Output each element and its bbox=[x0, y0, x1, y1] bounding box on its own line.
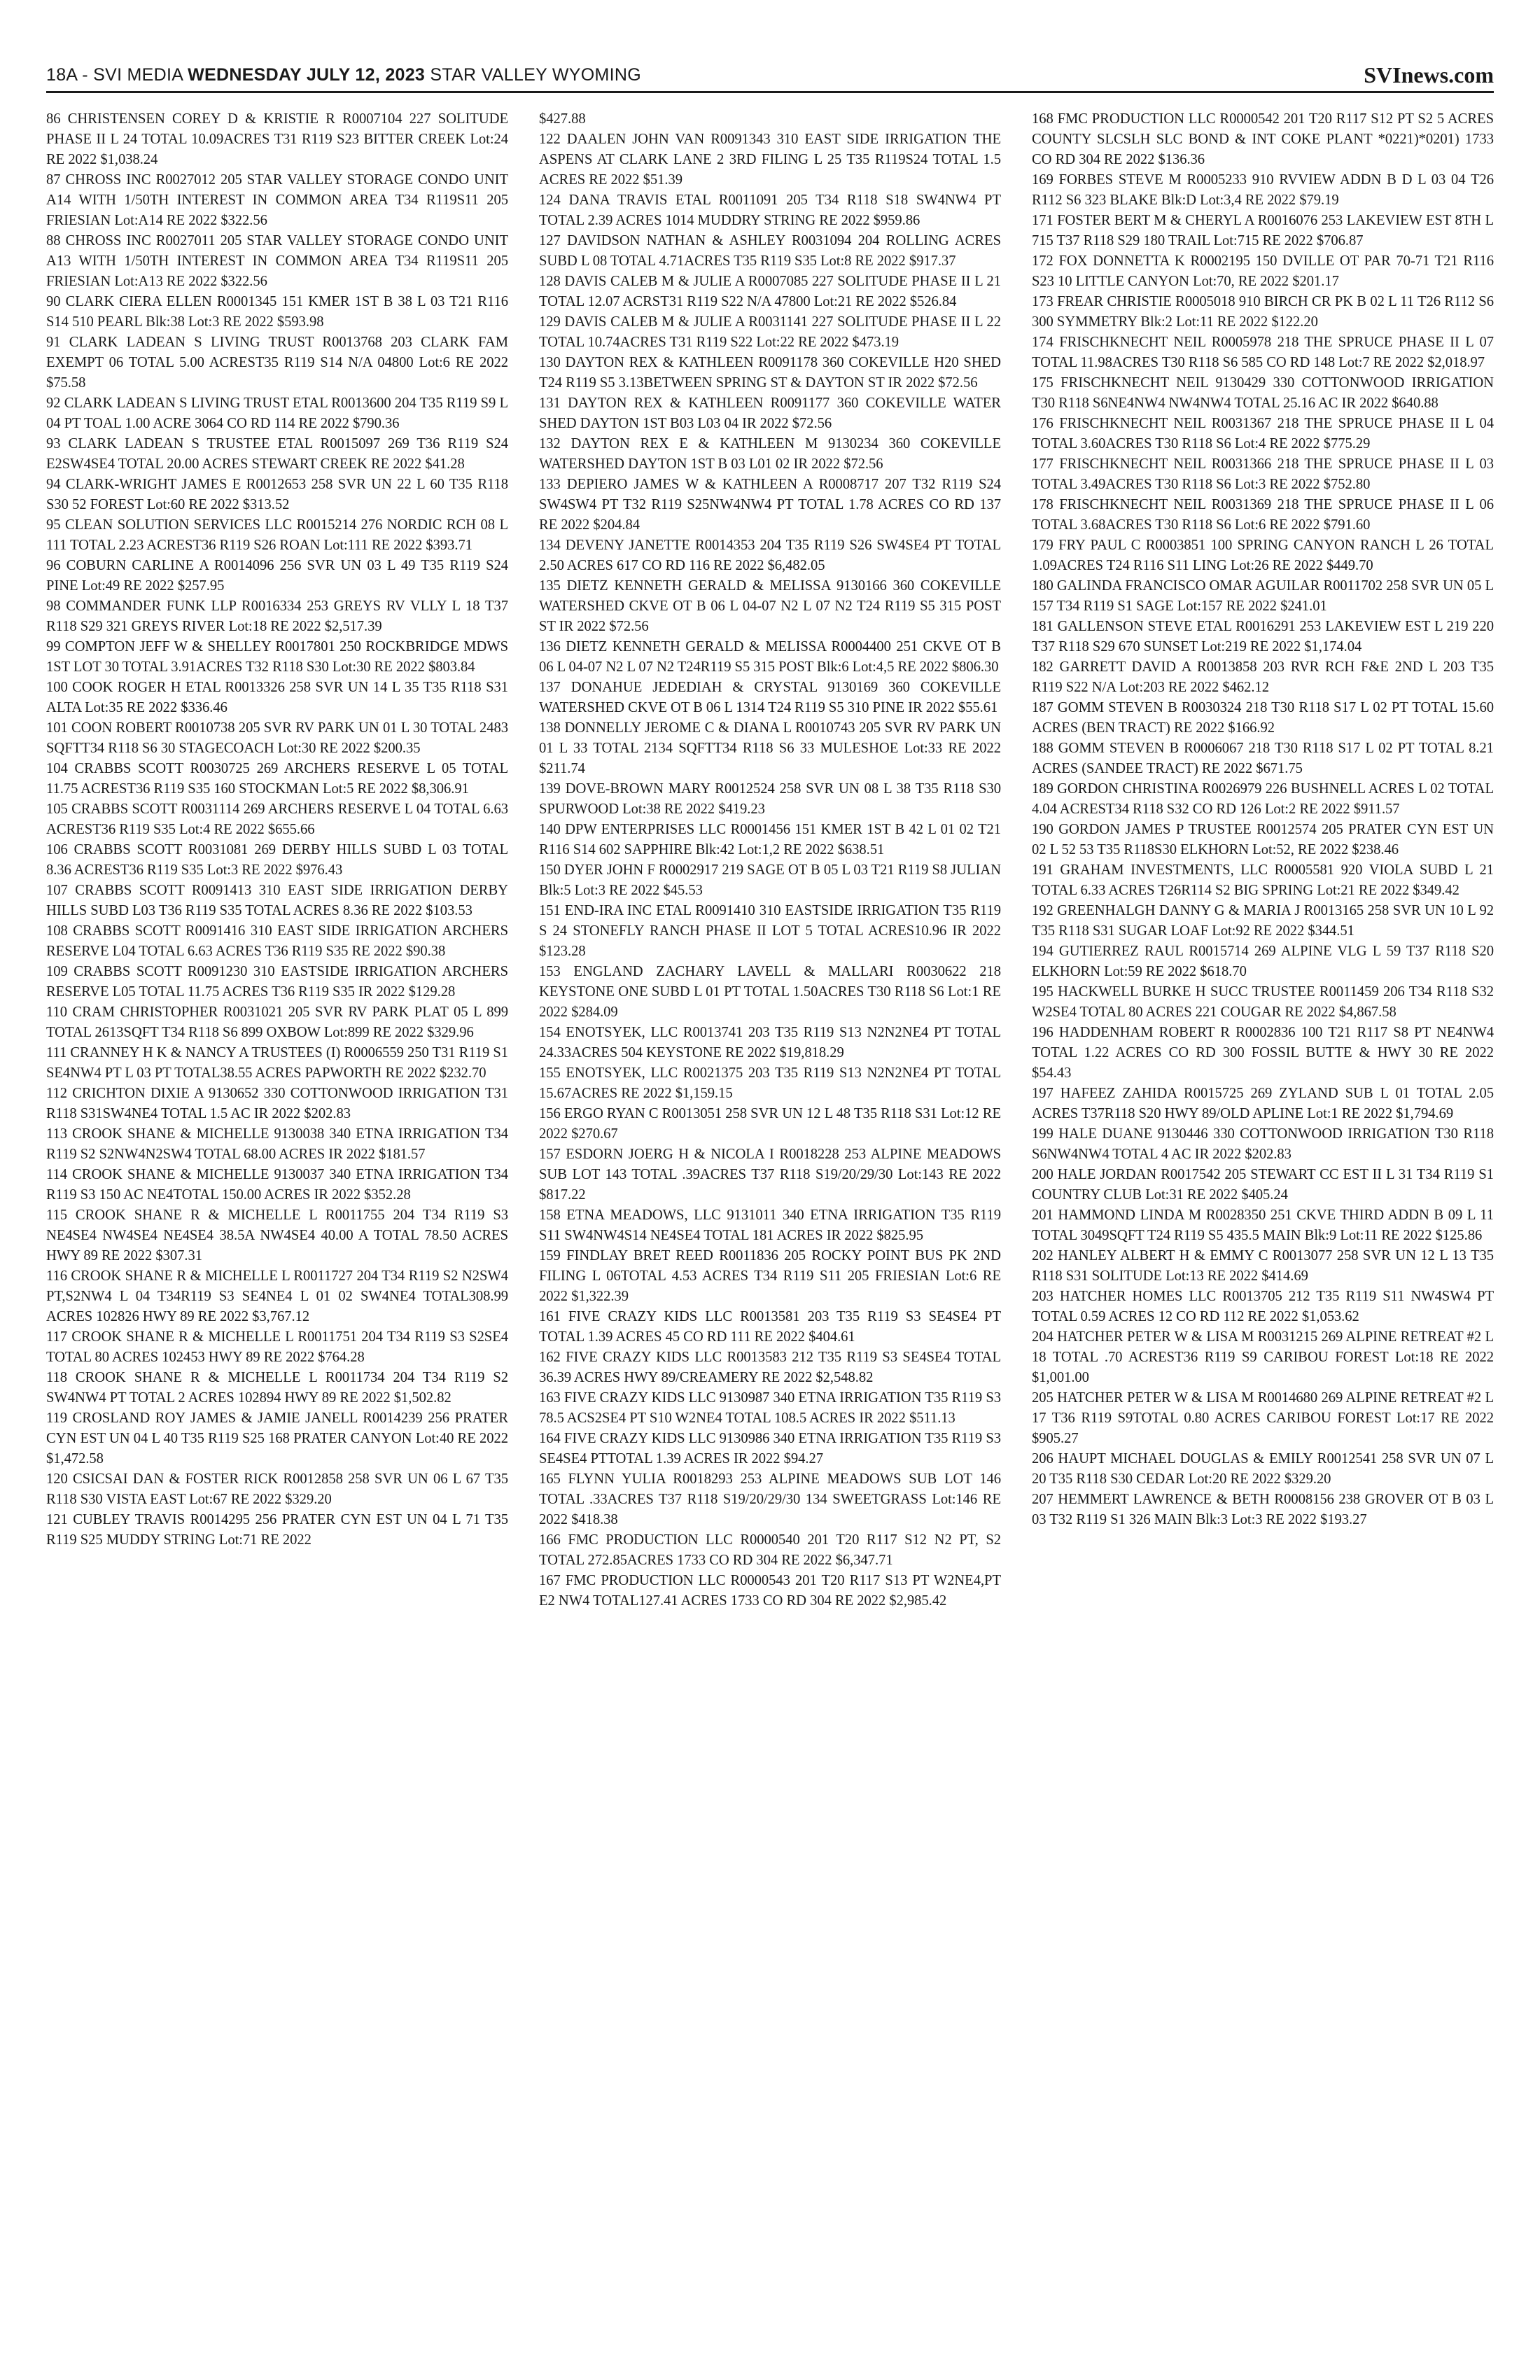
tax-list-entry: 167 FMC PRODUCTION LLC R0000543 201 T20 R117 S13 PT W2NE4,PT E2 NW4 TOTAL127.41 ACRES 1733 CO RD 304 RE 2022 $2,985.42 bbox=[539, 1573, 1001, 1609]
tax-list-entry: 139 DOVE-BROWN MARY R0012524 258 SVR UN 08 L 38 T35 R118 S30 SPURWOOD Lot:38 RE 2022 $419.23 bbox=[539, 781, 1001, 817]
tax-list-entry: 140 DPW ENTERPRISES LLC R0001456 151 KMER 1ST B 42 L 01 02 T21 R116 S14 602 SAPPHIRE Blk:42 Lot:1,2 RE 2022 $638.51 bbox=[539, 822, 1001, 858]
tax-list-entry: 134 DEVENY JANETTE R0014353 204 T35 R119 S26 SW4SE4 PT TOTAL 2.50 ACRES 617 CO RD 116 RE 2022 $6,482.05 bbox=[539, 538, 1001, 573]
tax-list-entry: 171 FOSTER BERT M & CHERYL A R0016076 253 LAKEVIEW EST 8TH L 715 T37 R118 S29 180 TRAIL Lot:715 RE 2022 $706.87 bbox=[1032, 213, 1494, 248]
tax-list-entry: 120 CSICSAI DAN & FOSTER RICK R0012858 258 SVR UN 06 L 67 T35 R118 S30 VISTA EAST Lot:67 RE 2022 $329.20 bbox=[46, 1471, 508, 1507]
tax-list-entry: 124 DANA TRAVIS ETAL R0011091 205 T34 R118 S18 SW4NW4 PT TOTAL 2.39 ACRES 1014 MUDDRY STRING RE 2022 $959.86 bbox=[539, 192, 1001, 228]
tax-list-entry: 201 HAMMOND LINDA M R0028350 251 CKVE THIRD ADDN B 09 L 11 TOTAL 3049SQFT T24 R119 S5 435.5 MAIN Blk:9 Lot:11 RE 2022 $125.86 bbox=[1032, 1208, 1494, 1243]
tax-list-entry: 90 CLARK CIERA ELLEN R0001345 151 KMER 1ST B 38 L 03 T21 R116 S14 510 PEARL Blk:38 Lot:3 RE 2022 $593.98 bbox=[46, 294, 508, 330]
tax-list-entry: 175 FRISCHKNECHT NEIL 9130429 330 COTTONWOOD IRRIGATION T30 R118 S6NE4NW4 NW4NW4 TOTAL 25.16 AC IR 2022 $640.88 bbox=[1032, 375, 1494, 411]
tax-list-entry: 196 HADDENHAM ROBERT R R0002836 100 T21 R117 S8 PT NE4NW4 TOTAL 1.22 ACRES CO RD 300 FOSSIL BUTTE & HWY 30 RE 2022 $54.43 bbox=[1032, 1025, 1494, 1081]
tax-list-entry: 173 FREAR CHRISTIE R0005018 910 BIRCH CR PK B 02 L 11 T26 R112 S6 300 SYMMETRY Blk:2 Lot:11 RE 2022 $122.20 bbox=[1032, 294, 1494, 330]
tax-list-entry: 204 HATCHER PETER W & LISA M R0031215 269 ALPINE RETREAT #2 L 18 TOTAL .70 ACREST36 R119 S9 CARIBOU FOREST Lot:18 RE 2022 $1,001.00 bbox=[1032, 1329, 1494, 1385]
site-name[interactable]: SVInews.com bbox=[1364, 62, 1494, 88]
tax-list-entry: 194 GUTIERREZ RAUL R0015714 269 ALPINE VLG L 59 T37 R118 S20 ELKHORN Lot:59 RE 2022 $618.70 bbox=[1032, 944, 1494, 979]
page-section: 18A - SVI MEDIA bbox=[46, 65, 183, 85]
tax-list-entry: 104 CRABBS SCOTT R0030725 269 ARCHERS RESERVE L 05 TOTAL 11.75 ACREST36 R119 S35 160 STOCKMAN Lot:5 RE 2022 $8,306.91 bbox=[46, 761, 508, 797]
tax-list-entry: 135 DIETZ KENNETH GERALD & MELISSA 9130166 360 COKEVILLE WATERSHED CKVE OT B 06 L 04-07 N2 L 07 N2 T24 R119 S5 315 POST ST IR 2022 $72.56 bbox=[539, 578, 1001, 634]
tax-list-entry: 190 GORDON JAMES P TRUSTEE R0012574 205 PRATER CYN EST UN 02 L 52 53 T35 R118S30 ELKHORN Lot:52, RE 2022 $238.46 bbox=[1032, 822, 1494, 858]
tax-list-entry: 130 DAYTON REX & KATHLEEN R0091178 360 COKEVILLE H20 SHED T24 R119 S5 3.13BETWEEN SPRING ST & DAYTON ST IR 2022 $72.56 bbox=[539, 355, 1001, 391]
tax-list-entry: 206 HAUPT MICHAEL DOUGLAS & EMILY R0012541 258 SVR UN 07 L 20 T35 R118 S30 CEDAR Lot:20 RE 2022 $329.20 bbox=[1032, 1451, 1494, 1487]
tax-list-entry: 109 CRABBS SCOTT R0091230 310 EASTSIDE IRRIGATION ARCHERS RESERVE L05 TOTAL 11.75 ACRES T36 R119 S35 IR 2022 $129.28 bbox=[46, 964, 508, 1000]
tax-list-entry: 166 FMC PRODUCTION LLC R0000540 201 T20 R117 S12 N2 PT, S2 TOTAL 272.85ACRES 1733 CO RD 304 RE 2022 $6,347.71 bbox=[539, 1532, 1001, 1568]
tax-list-entry: 111 CRANNEY H K & NANCY A TRUSTEES (I) R0006559 250 T31 R119 S1 SE4NW4 PT L 03 PT TOTAL38.55 ACRES PAPWORTH RE 2022 $232.70 bbox=[46, 1045, 508, 1081]
tax-list-entry: 116 CROOK SHANE R & MICHELLE L R0011727 204 T34 R119 S2 N2SW4 PT,S2NW4 L 04 T34R119 S3 SE4NE4 L 01 02 SW4NE4 TOTAL308.99 ACRES 102826 HWY 89 RE 2022 $3,767.12 bbox=[46, 1268, 508, 1324]
tax-list-entry: 99 COMPTON JEFF W & SHELLEY R0017801 250 ROCKBRIDGE MDWS 1ST LOT 30 TOTAL 3.91ACRES T32 R118 S30 Lot:30 RE 2022 $803.84 bbox=[46, 639, 508, 675]
tax-list-entry: 176 FRISCHKNECHT NEIL R0031367 218 THE SPRUCE PHASE II L 04 TOTAL 3.60ACRES T30 R118 S6 Lot:4 RE 2022 $775.29 bbox=[1032, 416, 1494, 451]
tax-list-entry: 93 CLARK LADEAN S TRUSTEE ETAL R0015097 269 T36 R119 S24 E2SW4SE4 TOTAL 20.00 ACRES STEWART CREEK RE 2022 $41.28 bbox=[46, 436, 508, 472]
tax-list-entry: 169 FORBES STEVE M R0005233 910 RVVIEW ADDN B D L 03 04 T26 R112 S6 323 BLAKE Blk:D Lot:3,4 RE 2022 $79.19 bbox=[1032, 172, 1494, 208]
tax-list-entry: 197 HAFEEZ ZAHIDA R0015725 269 ZYLAND SUB L 01 TOTAL 2.05 ACRES T37R118 S20 HWY 89/OLD APLINE Lot:1 RE 2022 $1,794.69 bbox=[1032, 1086, 1494, 1121]
tax-list-entry: 155 ENOTSYEK, LLC R0021375 203 T35 R119 S13 N2N2NE4 PT TOTAL 15.67ACRES RE 2022 $1,159.15 bbox=[539, 1065, 1001, 1101]
tax-list-entry: 100 COOK ROGER H ETAL R0013326 258 SVR UN 14 L 35 T35 R118 S31 ALTA Lot:35 RE 2022 $336.46 bbox=[46, 680, 508, 715]
tax-list-entry: 150 DYER JOHN F R0002917 219 SAGE OT B 05 L 03 T21 R119 S8 JULIAN Blk:5 Lot:3 RE 2022 $45.53 bbox=[539, 862, 1001, 898]
tax-list-entry: 156 ERGO RYAN C R0013051 258 SVR UN 12 L 48 T35 R118 S31 Lot:12 RE 2022 $270.67 bbox=[539, 1106, 1001, 1142]
tax-list-entry: 164 FIVE CRAZY KIDS LLC 9130986 340 ETNA IRRIGATION T35 R119 S3 SE4SE4 PTTOTAL 1.39 ACRES IR 2022 $94.27 bbox=[539, 1431, 1001, 1466]
tax-list-entry: 119 CROSLAND ROY JAMES & JAMIE JANELL R0014239 256 PRATER CYN EST UN 04 L 40 T35 R119 S25 168 PRATER CANYON Lot:40 RE 2022 $1,472.58 bbox=[46, 1410, 508, 1466]
tax-list-entry: 95 CLEAN SOLUTION SERVICES LLC R0015214 276 NORDIC RCH 08 L 111 TOTAL 2.23 ACREST36 R119 S26 ROAN Lot:111 RE 2022 $393.71 bbox=[46, 517, 508, 553]
tax-list-entry: 161 FIVE CRAZY KIDS LLC R0013581 203 T35 R119 S3 SE4SE4 PT TOTAL 1.39 ACRES 45 CO RD 111 RE 2022 $404.61 bbox=[539, 1309, 1001, 1345]
tax-list-entry: 107 CRABBS SCOTT R0091413 310 EAST SIDE IRRIGATION DERBY HILLS SUBD L03 T36 R119 S35 TOTAL ACRES 8.36 RE 2022 $103.53 bbox=[46, 883, 508, 918]
tax-list-entry: 118 CROOK SHANE R & MICHELLE L R0011734 204 T34 R119 S2 SW4NW4 PT TOTAL 2 ACRES 102894 HWY 89 RE 2022 $1,502.82 bbox=[46, 1370, 508, 1406]
tax-list-entry: 86 CHRISTENSEN COREY D & KRISTIE R R0007104 227 SOLITUDE PHASE II L 24 TOTAL 10.09ACRES T31 R119 S23 BITTER CREEK Lot:24 RE 2022 $1,038.24 bbox=[46, 111, 508, 167]
tax-list-entry: 182 GARRETT DAVID A R0013858 203 RVR RCH F&E 2ND L 203 T35 R119 S22 N/A Lot:203 RE 2022 $462.12 bbox=[1032, 659, 1494, 695]
tax-list-entry: 187 GOMM STEVEN B R0030324 218 T30 R118 S17 L 02 PT TOTAL 15.60 ACRES (BEN TRACT) RE 2022 $166.92 bbox=[1032, 700, 1494, 736]
tax-list-entry: 92 CLARK LADEAN S LIVING TRUST ETAL R0013600 204 T35 R119 S9 L 04 PT TOAL 1.00 ACRE 3064 CO RD 114 RE 2022 $790.36 bbox=[46, 396, 508, 431]
tax-list-entry: 94 CLARK-WRIGHT JAMES E R0012653 258 SVR UN 22 L 60 T35 R118 S30 52 FOREST Lot:60 RE 2022 $313.52 bbox=[46, 477, 508, 512]
tax-list-entry: 172 FOX DONNETTA K R0002195 150 DVILLE OT PAR 70-71 T21 R116 S23 10 LITTLE CANYON Lot:70, RE 2022 $201.17 bbox=[1032, 253, 1494, 289]
tax-list-entry: 188 GOMM STEVEN B R0006067 218 T30 R118 S17 L 02 PT TOTAL 8.21 ACRES (SANDEE TRACT) RE 2022 $671.75 bbox=[1032, 741, 1494, 776]
tax-list-entry: 174 FRISCHKNECHT NEIL R0005978 218 THE SPRUCE PHASE II L 07 TOTAL 11.98ACRES T30 R118 S6 585 CO RD 148 Lot:7 RE 2022 $2,018.97 bbox=[1032, 335, 1494, 370]
tax-list-entry: 113 CROOK SHANE & MICHELLE 9130038 340 ETNA IRRIGATION T34 R119 S2 S2NW4N2SW4 TOTAL 68.00 ACRES IR 2022 $181.57 bbox=[46, 1126, 508, 1162]
tax-list-entry: 105 CRABBS SCOTT R0031114 269 ARCHERS RESERVE L 04 TOTAL 6.63 ACREST36 R119 S35 Lot:4 RE 2022 $655.66 bbox=[46, 802, 508, 837]
tax-list-entry: 131 DAYTON REX & KATHLEEN R0091177 360 COKEVILLE WATER SHED DAYTON 1ST B03 L03 04 IR 2022 $72.56 bbox=[539, 396, 1001, 431]
tax-list-entry: 158 ETNA MEADOWS, LLC 9131011 340 ETNA IRRIGATION T35 R119 S11 SW4NW4S14 NE4SE4 TOTAL 181 ACRES IR 2022 $825.95 bbox=[539, 1208, 1001, 1243]
publication-location: STAR VALLEY WYOMING bbox=[430, 65, 641, 85]
tax-list-entry: 203 HATCHER HOMES LLC R0013705 212 T35 R119 S11 NW4SW4 PT TOTAL 0.59 ACRES 12 CO RD 112 RE 2022 $1,053.62 bbox=[1032, 1289, 1494, 1324]
tax-list-entry: 137 DONAHUE JEDEDIAH & CRYSTAL 9130169 360 COKEVILLE WATERSHED CKVE OT B 06 L 1314 T24 R119 S5 310 PINE IR 2022 $55.61 bbox=[539, 680, 1001, 715]
tax-list-entry: 181 GALLENSON STEVE ETAL R0016291 253 LAKEVIEW EST L 219 220 T37 R118 S29 670 SUNSET Lot:219 RE 2022 $1,174.04 bbox=[1032, 619, 1494, 654]
tax-list-entry: 179 FRY PAUL C R0003851 100 SPRING CANYON RANCH L 26 TOTAL 1.09ACRES T24 R116 S11 LING Lot:26 RE 2022 $449.70 bbox=[1032, 538, 1494, 573]
tax-list-entry: 177 FRISCHKNECHT NEIL R0031366 218 THE SPRUCE PHASE II L 03 TOTAL 3.49ACRES T30 R118 S6 Lot:3 RE 2022 $752.80 bbox=[1032, 456, 1494, 492]
tax-list-entry: 96 COBURN CARLINE A R0014096 256 SVR UN 03 L 49 T35 R119 S24 PINE Lot:49 RE 2022 $257.95 bbox=[46, 558, 508, 594]
tax-list-entry: 153 ENGLAND ZACHARY LAVELL & MALLARI R0030622 218 KEYSTONE ONE SUBD L 01 PT TOTAL 1.50ACRES T30 R118 S6 Lot:1 RE 2022 $284.09 bbox=[539, 964, 1001, 1020]
tax-list-entry: 157 ESDORN JOERG H & NICOLA I R0018228 253 ALPINE MEADOWS SUB LOT 143 TOTAL .39ACRES T37 R118 S19/20/29/30 Lot:143 RE 2022 $817.22 bbox=[539, 1147, 1001, 1203]
tax-list-entry: 91 CLARK LADEAN S LIVING TRUST R0013768 203 CLARK FAM EXEMPT 06 TOTAL 5.00 ACREST35 R119 S14 N/A 04800 Lot:6 RE 2022 $75.58 bbox=[46, 335, 508, 391]
tax-list-entry: 165 FLYNN YULIA R0018293 253 ALPINE MEADOWS SUB LOT 146 TOTAL .33ACRES T37 R118 S19/20/29/30 134 SWEETGRASS Lot:146 RE 2022 $418.38 bbox=[539, 1471, 1001, 1527]
tax-list-entry: 162 FIVE CRAZY KIDS LLC R0013583 212 T35 R119 S3 SE4SE4 TOTAL 36.39 ACRES HWY 89/CREAMERY RE 2022 $2,548.82 bbox=[539, 1350, 1001, 1385]
tax-list-entry: 110 CRAM CHRISTOPHER R0031021 205 SVR RV PARK PLAT 05 L 899 TOTAL 2613SQFT T34 R118 S6 899 OXBOW Lot:899 RE 2022 $329.96 bbox=[46, 1004, 508, 1040]
tax-list-entry: 115 CROOK SHANE R & MICHELLE L R0011755 204 T34 R119 S3 NE4SE4 NW4SE4 NE4SE4 38.5A NW4SE4 40.00 A TOTAL 78.50 ACRES HWY 89 RE 2022 $307.31 bbox=[46, 1208, 508, 1264]
column-2 bbox=[539, 109, 1001, 2335]
tax-list-entry: 127 DAVIDSON NATHAN & ASHLEY R0031094 204 ROLLING ACRES SUBD L 08 TOTAL 4.71ACRES T35 R119 S35 Lot:8 RE 2022 $917.37 bbox=[539, 233, 1001, 269]
tax-list-entry: 98 COMMANDER FUNK LLP R0016334 253 GREYS RV VLLY L 18 T37 R118 S29 321 GREYS RIVER Lot:18 RE 2022 $2,517.39 bbox=[46, 598, 508, 634]
tax-list-entry: 163 FIVE CRAZY KIDS LLC 9130987 340 ETNA IRRIGATION T35 R119 S3 78.5 ACS2SE4 PT S10 W2NE4 TOTAL 108.5 ACRES IR 2022 $511.13 bbox=[539, 1390, 1001, 1426]
tax-list-entry: 112 CRICHTON DIXIE A 9130652 330 COTTONWOOD IRRIGATION T31 R118 S31SW4NE4 TOTAL 1.5 AC IR 2022 $202.83 bbox=[46, 1086, 508, 1121]
column-3 bbox=[1032, 109, 1494, 2335]
tax-list-entry: 151 END-IRA INC ETAL R0091410 310 EASTSIDE IRRIGATION T35 R119 S 24 STONEFLY RANCH PHASE II LOT 5 TOTAL ACRES10.96 IR 2022 $123.28 bbox=[539, 903, 1001, 959]
tax-list-entry: 114 CROOK SHANE & MICHELLE 9130037 340 ETNA IRRIGATION T34 R119 S3 150 AC NE4TOTAL 150.00 ACRES IR 2022 $352.28 bbox=[46, 1167, 508, 1203]
tax-list-entry: 87 CHROSS INC R0027012 205 STAR VALLEY STORAGE CONDO UNIT A14 WITH 1/50TH INTEREST IN COMMON AREA T34 R119S11 205 FRIESIAN Lot:A14 RE 2022 $322.56 bbox=[46, 172, 508, 228]
header-info bbox=[46, 65, 641, 91]
tax-list-entry: 106 CRABBS SCOTT R0031081 269 DERBY HILLS SUBD L 03 TOTAL 8.36 ACREST36 R119 S35 Lot:3 RE 2022 $976.43 bbox=[46, 842, 508, 878]
tax-list-entry: 88 CHROSS INC R0027011 205 STAR VALLEY STORAGE CONDO UNIT A13 WITH 1/50TH INTEREST IN COMMON AREA T34 R119S11 205 FRIESIAN Lot:A13 RE 2022 $322.56 bbox=[46, 233, 508, 289]
tax-list-entry: 205 HATCHER PETER W & LISA M R0014680 269 ALPINE RETREAT #2 L 17 T36 R119 S9TOTAL 0.80 ACRES CARIBOU FOREST Lot:17 RE 2022 $905.27 bbox=[1032, 1390, 1494, 1446]
tax-list-entry: 207 HEMMERT LAWRENCE & BETH R0008156 238 GROVER OT B 03 L 03 T32 R119 S1 326 MAIN Blk:3 Lot:3 RE 2022 $193.27 bbox=[1032, 1492, 1494, 1527]
tax-list-entry: 202 HANLEY ALBERT H & EMMY C R0013077 258 SVR UN 12 L 13 T35 R118 S31 SOLITUDE Lot:13 RE 2022 $414.69 bbox=[1032, 1248, 1494, 1284]
tax-list-entry: 168 FMC PRODUCTION LLC R0000542 201 T20 R117 S12 PT S2 5 ACRES COUNTY SLCSLH SLC BOND & INT COKE PLANT *0221)*0201) 1733 CO RD 304 RE 2022 $136.36 bbox=[1032, 111, 1494, 167]
tax-list-entry: 101 COON ROBERT R0010738 205 SVR RV PARK UN 01 L 30 TOTAL 2483 SQFTT34 R118 S6 30 STAGECOACH Lot:30 RE 2022 $200.35 bbox=[46, 720, 508, 756]
tax-list-entry: 138 DONNELLY JEROME C & DIANA L R0010743 205 SVR RV PARK UN 01 L 33 TOTAL 2134 SQFTT34 R118 S6 33 MULESHOE Lot:33 RE 2022 $211.74 bbox=[539, 720, 1001, 776]
tax-list-entry: 154 ENOTSYEK, LLC R0013741 203 T35 R119 S13 N2N2NE4 PT TOTAL 24.33ACRES 504 KEYSTONE RE 2022 $19,818.29 bbox=[539, 1025, 1001, 1060]
tax-list-entry: 121 CUBLEY TRAVIS R0014295 256 PRATER CYN EST UN 04 L 71 T35 R119 S25 MUDDY STRING Lot:71 RE 2022 bbox=[46, 1512, 508, 1548]
page-header bbox=[46, 62, 1494, 93]
tax-list-entry: 117 CROOK SHANE R & MICHELLE L R0011751 204 T34 R119 S3 S2SE4 TOTAL 80 ACRES 102453 HWY 89 RE 2022 $764.28 bbox=[46, 1329, 508, 1365]
tax-list-entry: 178 FRISCHKNECHT NEIL R0031369 218 THE SPRUCE PHASE II L 06 TOTAL 3.68ACRES T30 R118 S6 Lot:6 RE 2022 $791.60 bbox=[1032, 497, 1494, 533]
tax-list-entry: 159 FINDLAY BRET REED R0011836 205 ROCKY POINT BUS PK 2ND FILING L 06TOTAL 4.53 ACRES T34 R119 S11 205 FRIESIAN Lot:6 RE 2022 $1,322.39 bbox=[539, 1248, 1001, 1304]
tax-list-entry: 200 HALE JORDAN R0017542 205 STEWART CC EST II L 31 T34 R119 S1 COUNTRY CLUB Lot:31 RE 2022 $405.24 bbox=[1032, 1167, 1494, 1203]
tax-list-entry: 108 CRABBS SCOTT R0091416 310 EAST SIDE IRRIGATION ARCHERS RESERVE L04 TOTAL 6.63 ACRES T36 R119 S35 RE 2022 $90.38 bbox=[46, 923, 508, 959]
tax-list-entry: 195 HACKWELL BURKE H SUCC TRUSTEE R0011459 206 T34 R118 S32 W2SE4 TOTAL 80 ACRES 221 COUGAR RE 2022 $4,867.58 bbox=[1032, 984, 1494, 1020]
tax-list-entry: 192 GREENHALGH DANNY G & MARIA J R0013165 258 SVR UN 10 L 92 T35 R118 S31 SUGAR LOAF Lot:92 RE 2022 $344.51 bbox=[1032, 903, 1494, 939]
tax-list-entry: 133 DEPIERO JAMES W & KATHLEEN A R0008717 207 T32 R119 S24 SW4SW4 PT T32 R119 S25NW4NW4 PT TOTAL 1.78 ACRES CO RD 137 RE 2022 $204.84 bbox=[539, 477, 1001, 533]
tax-list-entry: 180 GALINDA FRANCISCO OMAR AGUILAR R0011702 258 SVR UN 05 L 157 T34 R119 S1 SAGE Lot:157 RE 2022 $241.01 bbox=[1032, 578, 1494, 614]
tax-list-entry: 129 DAVIS CALEB M & JULIE A R0031141 227 SOLITUDE PHASE II L 22 TOTAL 10.74ACRES T31 R119 S22 Lot:22 RE 2022 $473.19 bbox=[539, 314, 1001, 350]
tax-list-entry: 132 DAYTON REX E & KATHLEEN M 9130234 360 COKEVILLE WATERSHED DAYTON 1ST B 03 L01 02 IR 2022 $72.56 bbox=[539, 436, 1001, 472]
tax-list-entry: 122 DAALEN JOHN VAN R0091343 310 EAST SIDE IRRIGATION THE ASPENS AT CLARK LANE 2 3RD FILING L 25 T35 R119S24 TOTAL 1.5 ACRES RE 2022 $51.39 bbox=[539, 132, 1001, 188]
tax-list-entry: $427.88 bbox=[539, 111, 586, 127]
column-1 bbox=[46, 109, 508, 2335]
tax-list-entry: 199 HALE DUANE 9130446 330 COTTONWOOD IRRIGATION T30 R118 S6NW4NW4 TOTAL 4 AC IR 2022 $202.83 bbox=[1032, 1126, 1494, 1162]
legal-notice-columns bbox=[46, 109, 1494, 2335]
tax-list-entry: 189 GORDON CHRISTINA R0026979 226 BUSHNELL ACRES L 02 TOTAL 4.04 ACREST34 R118 S32 CO RD 126 Lot:2 RE 2022 $911.57 bbox=[1032, 781, 1494, 817]
tax-list-entry: 128 DAVIS CALEB M & JULIE A R0007085 227 SOLITUDE PHASE II L 21 TOTAL 12.07 ACRST31 R119 S22 N/A 47800 Lot:21 RE 2022 $526.84 bbox=[539, 274, 1001, 309]
tax-list-entry: 191 GRAHAM INVESTMENTS, LLC R0005581 920 VIOLA SUBD L 21 TOTAL 6.33 ACRES T26R114 S2 BIG SPRING Lot:21 RE 2022 $349.42 bbox=[1032, 862, 1494, 898]
tax-list-entry: 136 DIETZ KENNETH GERALD & MELISSA R0004400 251 CKVE OT B 06 L 04-07 N2 L 07 N2 T24R119 S5 315 POST Blk:6 Lot:4,5 RE 2022 $806.30 bbox=[539, 639, 1001, 675]
publication-date: WEDNESDAY JULY 12, 2023 bbox=[188, 65, 426, 85]
